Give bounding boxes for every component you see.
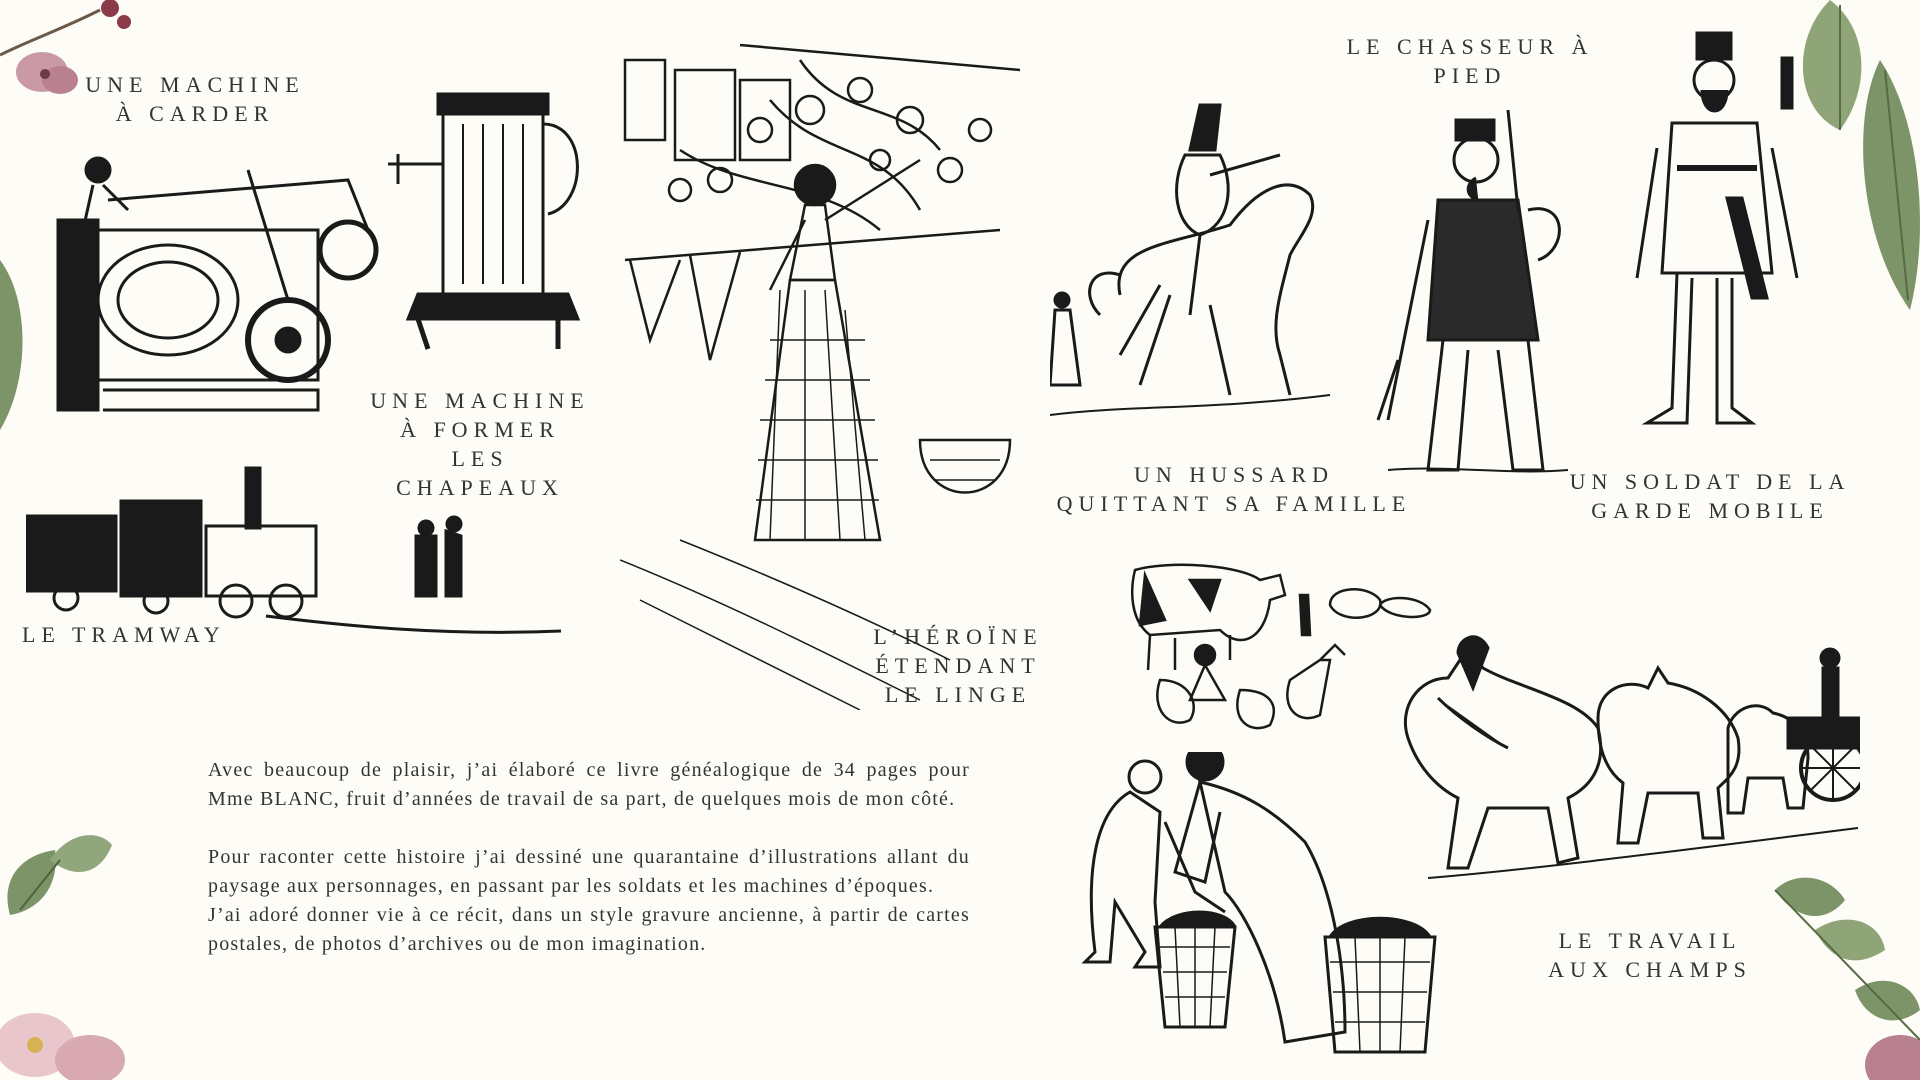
caption-carder: UNE MACHINE À CARDER xyxy=(85,72,305,126)
leaf-decoration-bottom-right xyxy=(1755,870,1920,1080)
hussar-illustration xyxy=(1050,95,1335,425)
leaf-decoration-top-right xyxy=(1790,0,1920,320)
flower-decoration-bottom-left xyxy=(0,990,125,1080)
paragraph-style: J’ai adoré donner vie à ce récit, dans un style gravure ancienne, à partir de cartes postales, de photos d’archives ou de mon imagination. xyxy=(208,904,970,955)
caption-heroine: L’HÉROÏNE ÉTENDANT LE LINGE xyxy=(873,624,1043,707)
mobile-guard-illustration xyxy=(1632,28,1802,438)
caption-travail: LE TRAVAIL AUX CHAMPS xyxy=(1548,928,1752,982)
leaf-decoration-left xyxy=(0,260,30,430)
description-text xyxy=(208,756,970,959)
hat-machine-illustration xyxy=(388,84,598,356)
caption-soldat: UN SOLDAT DE LA GARDE MOBILE xyxy=(1569,469,1851,523)
paragraph-intro: Avec beaucoup de plaisir, j’ai élaboré ce livre généalogique de 34 pages pour Mme BLANC, fruit d’années de travail de sa part, de quelques mois de mon côté. xyxy=(208,759,970,810)
foot-hunter-illustration xyxy=(1368,90,1578,485)
women-baskets-illustration xyxy=(1075,752,1445,1062)
caption-chapeaux: UNE MACHINE À FORMER LES CHAPEAUX xyxy=(370,388,590,500)
horses-cart-illustration xyxy=(1398,628,1860,888)
carding-machine-illustration xyxy=(48,140,388,430)
leaf-decoration-bottom-left xyxy=(0,820,115,930)
caption-tramway: LE TRAMWAY xyxy=(22,622,226,647)
caption-hussard: UN HUSSARD QUITTANT SA FAMILLE xyxy=(1056,462,1412,516)
woman-laundry-illustration xyxy=(620,40,1035,710)
paragraph-illustrations: Pour raconter cette histoire j’ai dessiné une quarantaine d’illustrations allant du paysage aux personnages, en passant par les soldats et les machines d’époques. xyxy=(208,846,970,897)
caption-chasseur: LE CHASSEUR À PIED xyxy=(1346,34,1594,88)
